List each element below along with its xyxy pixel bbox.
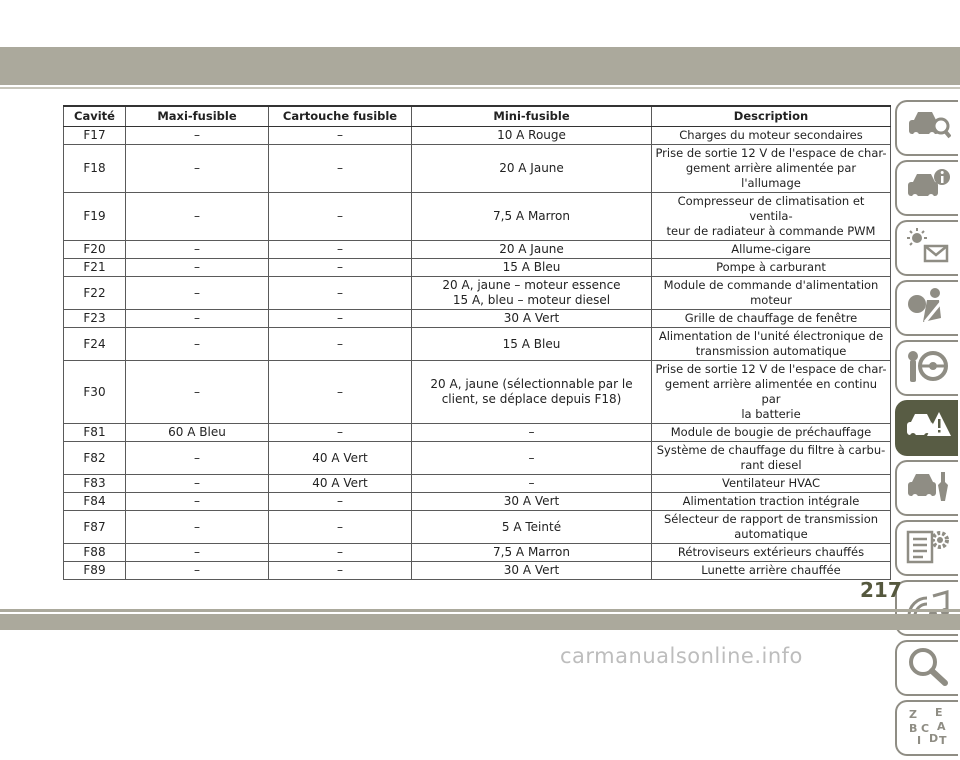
car-warning-triangle-icon [905, 406, 951, 450]
cell-mini-fuse: 7,5 A Marron [412, 193, 652, 241]
cell-cavity: F19 [64, 193, 126, 241]
cell-maxi-fuse: – [126, 493, 269, 511]
cell-maxi-fuse: – [126, 475, 269, 493]
cell-cavity: F21 [64, 259, 126, 277]
car-info-icon [905, 166, 951, 210]
cell-description: Allume-cigare [652, 241, 891, 259]
cell-cavity: F82 [64, 442, 126, 475]
fuse-table [63, 105, 891, 580]
table-row [64, 442, 891, 475]
cell-mini-fuse: – [412, 442, 652, 475]
chapter-tab-car-search[interactable] [895, 100, 958, 156]
cell-maxi-fuse: – [126, 193, 269, 241]
cell-maxi-fuse: – [126, 361, 269, 424]
table-row [64, 259, 891, 277]
magnifier-index-icon [905, 646, 951, 690]
cell-mini-fuse: 20 A Jaune [412, 241, 652, 259]
cell-cavity: F83 [64, 475, 126, 493]
chapter-tab-dashboard-light-message[interactable] [895, 220, 958, 276]
airbag-seatbelt-icon [905, 286, 951, 330]
chapter-tab-airbag-seatbelt[interactable] [895, 280, 958, 336]
table-row [64, 544, 891, 562]
cell-maxi-fuse: – [126, 277, 269, 310]
chapter-tab-key-steering-wheel[interactable] [895, 340, 958, 396]
table-row [64, 493, 891, 511]
svg-text:E: E [934, 706, 943, 719]
svg-text:D: D [928, 732, 938, 745]
cell-mini-fuse: 20 A, jaune (sélectionnable par le client, se déplace depuis F18) [412, 361, 652, 424]
cell-description: Alimentation traction intégrale [652, 493, 891, 511]
cell-maxi-fuse: – [126, 259, 269, 277]
cell-maxi-fuse: – [126, 442, 269, 475]
chapter-tab-car-wrench[interactable] [895, 460, 958, 516]
cell-description: Ventilateur HVAC [652, 475, 891, 493]
table-row [64, 241, 891, 259]
cell-cartridge-fuse: – [269, 193, 412, 241]
table-row [64, 328, 891, 361]
header-rule [0, 87, 960, 89]
cell-maxi-fuse: – [126, 544, 269, 562]
cell-cartridge-fuse: – [269, 328, 412, 361]
cell-cartridge-fuse: – [269, 310, 412, 328]
cell-cavity: F89 [64, 562, 126, 580]
cell-description: Rétroviseurs extérieurs chauffés [652, 544, 891, 562]
svg-text:T: T [938, 734, 947, 746]
cell-mini-fuse: 7,5 A Marron [412, 544, 652, 562]
cell-mini-fuse: 10 A Rouge [412, 127, 652, 145]
page-number: 217 [860, 578, 902, 602]
svg-text:I: I [916, 734, 921, 746]
table-row [64, 562, 891, 580]
cell-description: Sélecteur de rapport de transmission automatique [652, 511, 891, 544]
cell-description: Prise de sortie 12 V de l'espace de char- gement arrière alimentée par l'allumage [652, 145, 891, 193]
cell-cartridge-fuse: – [269, 259, 412, 277]
cell-mini-fuse: 30 A Vert [412, 310, 652, 328]
cell-cavity: F23 [64, 310, 126, 328]
cell-cavity: F18 [64, 145, 126, 193]
cell-cartridge-fuse: – [269, 127, 412, 145]
cell-description: Compresseur de climatisation et ventila- teur de radiateur à commande PWM [652, 193, 891, 241]
column-header-cartridge: Cartouche fusible [269, 106, 412, 127]
table-body [64, 127, 891, 580]
cell-maxi-fuse: – [126, 562, 269, 580]
cell-cavity: F81 [64, 424, 126, 442]
cell-cartridge-fuse: – [269, 493, 412, 511]
cell-cavity: F88 [64, 544, 126, 562]
chapter-tab-spec-list-gear[interactable] [895, 520, 958, 576]
cell-mini-fuse: 15 A Bleu [412, 259, 652, 277]
cell-cartridge-fuse: – [269, 241, 412, 259]
table-row [64, 310, 891, 328]
header-band [0, 47, 960, 85]
cell-cartridge-fuse: – [269, 277, 412, 310]
cell-mini-fuse: – [412, 475, 652, 493]
footer-rule [0, 609, 960, 612]
cell-mini-fuse: 20 A Jaune [412, 145, 652, 193]
table-row [64, 511, 891, 544]
svg-text:C: C [920, 722, 929, 735]
cell-mini-fuse: 20 A, jaune – moteur essence 15 A, bleu – moteur diesel [412, 277, 652, 310]
cell-cavity: F84 [64, 493, 126, 511]
cell-cartridge-fuse: – [269, 361, 412, 424]
cell-description: Prise de sortie 12 V de l'espace de char- gement arrière alimentée en continu par la batterie [652, 361, 891, 424]
svg-text:A: A [936, 720, 946, 733]
cell-cartridge-fuse: 40 A Vert [269, 475, 412, 493]
chapter-tab-magnifier-index[interactable] [895, 640, 958, 696]
table-row [64, 424, 891, 442]
cell-cavity: F20 [64, 241, 126, 259]
chapter-tab-car-warning-triangle[interactable] [895, 400, 958, 456]
chapter-tab-alphabet-index[interactable] [895, 700, 958, 756]
cell-cavity: F24 [64, 328, 126, 361]
cell-description: Module de bougie de préchauffage [652, 424, 891, 442]
cell-mini-fuse: 15 A Bleu [412, 328, 652, 361]
cell-cartridge-fuse: 40 A Vert [269, 442, 412, 475]
table-row [64, 475, 891, 493]
cell-description: Grille de chauffage de fenêtre [652, 310, 891, 328]
cell-cartridge-fuse: – [269, 511, 412, 544]
car-wrench-icon [905, 466, 951, 510]
table-row [64, 193, 891, 241]
cell-cartridge-fuse: – [269, 562, 412, 580]
cell-cavity: F30 [64, 361, 126, 424]
table-row [64, 145, 891, 193]
alphabet-index-icon [905, 706, 951, 750]
cell-description: Pompe à carburant [652, 259, 891, 277]
cell-maxi-fuse: – [126, 127, 269, 145]
cell-description: Charges du moteur secondaires [652, 127, 891, 145]
table-row [64, 277, 891, 310]
cell-mini-fuse: – [412, 424, 652, 442]
cell-maxi-fuse: – [126, 511, 269, 544]
cell-cartridge-fuse: – [269, 424, 412, 442]
cell-description: Module de commande d'alimentation moteur [652, 277, 891, 310]
column-header-description: Description [652, 106, 891, 127]
cell-maxi-fuse: – [126, 328, 269, 361]
car-search-icon [905, 106, 951, 150]
column-header-cavity: Cavité [64, 106, 126, 127]
svg-text:B: B [908, 722, 917, 735]
cell-mini-fuse: 30 A Vert [412, 493, 652, 511]
spec-list-gear-icon [905, 526, 951, 570]
cell-description: Alimentation de l'unité électronique de transmission automatique [652, 328, 891, 361]
footer-band [0, 614, 960, 630]
cell-cartridge-fuse: – [269, 544, 412, 562]
svg-text:Z: Z [908, 708, 917, 721]
dashboard-light-message-icon [905, 226, 951, 270]
cell-cavity: F22 [64, 277, 126, 310]
column-header-maxi: Maxi-fusible [126, 106, 269, 127]
cell-maxi-fuse: – [126, 310, 269, 328]
key-steering-wheel-icon [905, 346, 951, 390]
cell-cavity: F87 [64, 511, 126, 544]
cell-maxi-fuse: 60 A Bleu [126, 424, 269, 442]
watermark: carmanualsonline.info [560, 644, 803, 668]
table-header-row [64, 106, 891, 127]
chapter-tab-car-info[interactable] [895, 160, 958, 216]
chapter-tabs [895, 100, 960, 760]
column-header-mini: Mini-fusible [412, 106, 652, 127]
cell-description: Lunette arrière chauffée [652, 562, 891, 580]
cell-mini-fuse: 5 A Teinté [412, 511, 652, 544]
cell-maxi-fuse: – [126, 241, 269, 259]
cell-cartridge-fuse: – [269, 145, 412, 193]
cell-mini-fuse: 30 A Vert [412, 562, 652, 580]
cell-maxi-fuse: – [126, 145, 269, 193]
table-row [64, 361, 891, 424]
table-row [64, 127, 891, 145]
cell-cavity: F17 [64, 127, 126, 145]
cell-description: Système de chauffage du filtre à carbu- rant diesel [652, 442, 891, 475]
